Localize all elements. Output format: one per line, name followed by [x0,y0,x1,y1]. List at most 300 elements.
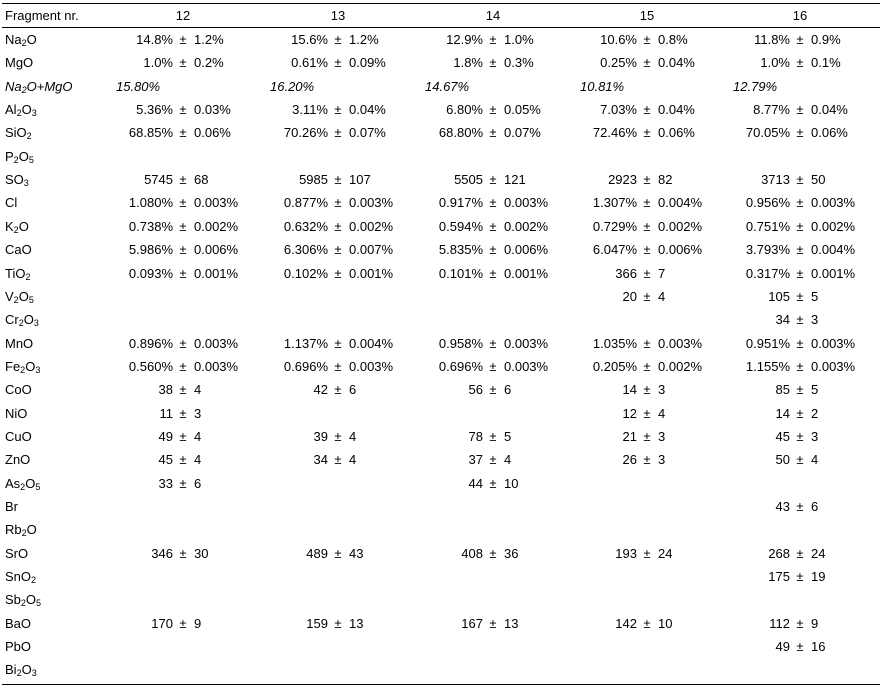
uncertainty: 0.002% [504,218,549,234]
table-row [0,75,883,98]
uncertainty: 5 [811,288,819,304]
plus-minus: ± [796,218,804,234]
plus-minus: ± [334,195,342,211]
plus-minus: ± [643,288,651,304]
table-row [0,355,883,378]
value: 42 [313,382,328,398]
plus-minus: ± [179,615,187,631]
value: 50 [775,452,790,468]
plus-minus: ± [179,195,187,211]
row-label: CaO [5,242,32,258]
plus-minus: ± [179,55,187,71]
value: 0.956% [745,195,790,211]
row-label: $SO_3$ [5,172,29,189]
value: 175 [768,569,790,585]
uncertainty: 0.1% [811,55,841,71]
value: 38 [158,382,173,398]
uncertainty: 7 [658,265,666,281]
value: 6.306% [283,242,328,258]
uncertainty: 13 [349,615,364,631]
value: 3.793% [745,242,790,258]
row-label: TiO$_2$ [5,265,31,282]
value: 1.080% [128,195,173,211]
value: 56 [468,382,483,398]
table-row [0,402,883,425]
plus-minus: ± [334,172,342,188]
value: 34 [775,312,790,328]
plus-minus: ± [796,172,804,188]
plus-minus: ± [489,172,497,188]
plus-minus: ± [796,615,804,631]
uncertainty: 0.07% [504,125,541,141]
uncertainty: 0.001% [349,265,394,281]
uncertainty: 0.004% [811,242,856,258]
plus-minus: ± [179,218,187,234]
plus-minus: ± [643,125,651,141]
uncertainty: 0.003% [194,335,239,351]
value: 0.738% [128,218,173,234]
plus-minus: ± [334,382,342,398]
value: 1.8% [453,55,483,71]
bottom-rule [2,684,880,685]
uncertainty: 0.006% [658,242,703,258]
plus-minus: ± [796,639,804,655]
value: 3713 [761,172,790,188]
plus-minus: ± [796,545,804,561]
value: 39 [313,428,328,444]
uncertainty: 6 [194,475,202,491]
uncertainty: 0.003% [349,195,394,211]
value: 1.0% [760,55,790,71]
uncertainty: 5 [504,428,512,444]
value: 43 [775,499,790,514]
sum-value: 14.67% [425,78,470,94]
uncertainty: 0.05% [504,102,541,118]
value: 6.80% [446,102,483,118]
plus-minus: ± [179,125,187,141]
value: 0.560% [128,358,173,374]
value: 167 [461,615,483,631]
uncertainty: 0.001% [194,265,239,281]
row-label: NiO [5,405,28,421]
value: 12.9% [446,32,483,47]
plus-minus: ± [489,55,497,71]
value: 0.317% [745,265,790,281]
value: 7.03% [600,102,637,118]
plus-minus: ± [179,545,187,561]
table-row [0,472,883,495]
uncertainty: 0.06% [658,125,695,141]
uncertainty: 0.003% [194,195,239,211]
value: 10.6% [600,32,637,47]
plus-minus: ± [489,32,497,47]
value: 72.46% [592,125,637,141]
value: 12 [622,405,637,421]
uncertainty: 4 [811,452,819,468]
uncertainty: 0.004% [658,195,703,211]
uncertainty: 9 [811,615,819,631]
table-row [0,145,883,168]
uncertainty: 5 [811,382,819,398]
uncertainty: 0.06% [194,125,231,141]
table-row [0,168,883,191]
table-row [0,635,883,658]
plus-minus: ± [489,102,497,118]
uncertainty: 0.9% [811,32,841,47]
uncertainty: 1.2% [349,32,379,47]
table-row [0,378,883,401]
row-label: $K_2O$ [5,218,29,235]
uncertainty: 1.0% [504,32,534,47]
uncertainty: 1.2% [194,32,224,47]
plus-minus: ± [489,615,497,631]
plus-minus: ± [643,382,651,398]
value: 0.751% [745,218,790,234]
value: 70.26% [283,125,328,141]
value: 268 [768,545,790,561]
uncertainty: 0.002% [658,358,703,374]
uncertainty: 4 [194,452,202,468]
sum-value: 10.81% [580,78,625,94]
uncertainty: 0.002% [349,218,394,234]
value: 170 [151,615,173,631]
uncertainty: 0.006% [504,242,549,258]
plus-minus: ± [643,405,651,421]
plus-minus: ± [796,312,804,328]
value: 3.11% [292,102,328,118]
plus-minus: ± [643,428,651,444]
value: 11 [159,405,173,421]
value: 0.25% [600,55,637,71]
plus-minus: ± [643,172,651,188]
uncertainty: 0.002% [811,218,856,234]
value: 5985 [299,172,328,188]
value: 0.729% [592,218,637,234]
value: 45 [775,428,790,444]
row-label: $Al_2O_3$ [5,102,37,119]
header-row [0,4,883,27]
uncertainty: 0.003% [504,358,549,374]
plus-minus: ± [334,358,342,374]
row-label: SnO$_2$ [5,569,37,586]
uncertainty: 3 [194,405,202,421]
row-label: $P_2O_5$ [5,148,34,165]
value: 5.986% [128,242,173,258]
value: 0.696% [438,358,483,374]
plus-minus: ± [179,475,187,491]
value: 14.8% [136,32,173,47]
value: 1.035% [592,335,637,351]
uncertainty: 13 [504,615,519,631]
uncertainty: 0.003% [811,358,856,374]
row-label: $Na_2O+MgO$ [5,78,73,95]
fragment-header: 13 [330,8,346,23]
value: 1.0% [143,55,173,71]
value: 14 [622,382,637,398]
sum-value: 12.79% [733,78,778,94]
uncertainty: 6 [504,382,512,398]
table-row [0,121,883,144]
fragment-header: 16 [792,8,808,23]
value: 0.61% [291,55,328,71]
row-label: $Fe_2O_3$ [5,358,41,375]
uncertainty: 43 [349,545,364,561]
plus-minus: ± [334,32,342,47]
row-label: PbO [5,639,32,655]
uncertainty: 82 [658,172,673,188]
uncertainty: 0.003% [658,335,703,351]
value: 8.77% [753,102,790,118]
value: 15.6% [291,32,328,47]
plus-minus: ± [796,452,804,468]
plus-minus: ± [334,125,342,141]
row-label: Br [5,499,18,514]
uncertainty: 19 [811,569,826,585]
table-row [0,658,883,681]
value: 34 [313,452,328,468]
uncertainty: 0.09% [349,55,386,71]
fragment-header: 12 [175,8,191,23]
row-label: MgO [5,55,34,71]
uncertainty: 3 [658,428,666,444]
plus-minus: ± [796,358,804,374]
value: 2923 [608,172,637,188]
plus-minus: ± [179,102,187,118]
table-row [0,191,883,214]
plus-minus: ± [489,475,497,491]
value: 0.102% [283,265,328,281]
uncertainty: 24 [658,545,673,561]
value: 0.594% [438,218,483,234]
plus-minus: ± [489,242,497,258]
table-row [0,612,883,635]
value: 1.137% [283,335,328,351]
uncertainty: 3 [658,382,666,398]
uncertainty: 36 [504,545,519,561]
value: 1.307% [592,195,637,211]
value: 5.835% [438,242,483,258]
plus-minus: ± [796,335,804,351]
value: 21 [622,428,637,444]
plus-minus: ± [796,428,804,444]
uncertainty: 0.04% [658,55,695,71]
table-row [0,518,883,541]
uncertainty: 0.003% [811,335,856,351]
table-row [0,542,883,565]
uncertainty: 0.03% [194,102,231,118]
uncertainty: 68 [194,172,209,188]
plus-minus: ± [334,265,342,281]
uncertainty: 4 [658,288,666,304]
plus-minus: ± [643,102,651,118]
plus-minus: ± [643,218,651,234]
plus-minus: ± [334,428,342,444]
uncertainty: 0.003% [504,335,549,351]
uncertainty: 6 [349,382,357,398]
plus-minus: ± [796,569,804,585]
value: 11.8% [754,32,790,47]
uncertainty: 121 [504,172,526,188]
table-row [0,215,883,238]
plus-minus: ± [489,335,497,351]
plus-minus: ± [179,405,187,421]
value: 0.896% [128,335,173,351]
uncertainty: 6 [811,499,819,514]
value: 37 [468,452,483,468]
uncertainty: 4 [194,428,202,444]
table-row [0,565,883,588]
table-row [0,28,883,51]
uncertainty: 4 [349,452,357,468]
value: 346 [151,545,173,561]
value: 1.155% [745,358,790,374]
row-label: MnO [5,335,34,351]
value: 68.85% [128,125,173,141]
table-row [0,425,883,448]
row-label: $V_2O_5$ [5,288,34,305]
uncertainty: 0.001% [811,265,856,281]
header-label: Fragment nr. [5,8,79,23]
plus-minus: ± [334,452,342,468]
plus-minus: ± [643,195,651,211]
uncertainty: 4 [194,382,202,398]
value: 112 [769,615,790,631]
uncertainty: 0.001% [504,265,549,281]
value: 44 [468,475,483,491]
table-row [0,332,883,355]
sum-value: 16.20% [270,78,315,94]
uncertainty: 0.8% [658,32,688,47]
table-row [0,262,883,285]
plus-minus: ± [643,335,651,351]
row-label: CuO [5,428,32,444]
plus-minus: ± [796,242,804,258]
table-row [0,495,883,518]
uncertainty: 0.2% [194,55,224,71]
plus-minus: ± [179,382,187,398]
value: 5745 [144,172,173,188]
uncertainty: 107 [349,172,371,188]
plus-minus: ± [489,382,497,398]
plus-minus: ± [334,242,342,258]
value: 105 [768,288,790,304]
value: 68.80% [438,125,483,141]
plus-minus: ± [796,195,804,211]
plus-minus: ± [179,172,187,188]
value: 0.951% [745,335,790,351]
row-label: SiO$_2$ [5,125,32,142]
plus-minus: ± [796,265,804,281]
table-row [0,588,883,611]
plus-minus: ± [796,288,804,304]
plus-minus: ± [643,55,651,71]
plus-minus: ± [643,615,651,631]
plus-minus: ± [643,452,651,468]
plus-minus: ± [179,428,187,444]
plus-minus: ± [334,335,342,351]
value: 5505 [454,172,483,188]
uncertainty: 0.04% [658,102,695,118]
plus-minus: ± [489,452,497,468]
plus-minus: ± [179,335,187,351]
uncertainty: 9 [194,615,202,631]
value: 14 [775,405,790,421]
table-row [0,308,883,331]
plus-minus: ± [334,615,342,631]
fragment-header: 14 [485,8,501,23]
plus-minus: ± [179,452,187,468]
uncertainty: 50 [811,172,826,188]
value: 20 [622,288,637,304]
row-label: $Bi_2O_3$ [5,662,37,679]
uncertainty: 16 [811,639,826,655]
uncertainty: 4 [349,428,357,444]
value: 0.632% [283,218,328,234]
plus-minus: ± [796,32,804,47]
uncertainty: 3 [811,428,819,444]
row-label: $Sb_2O_5$ [5,592,42,609]
uncertainty: 4 [504,452,512,468]
plus-minus: ± [643,242,651,258]
value: 193 [615,545,637,561]
plus-minus: ± [489,545,497,561]
uncertainty: 0.07% [349,125,386,141]
plus-minus: ± [179,358,187,374]
plus-minus: ± [489,195,497,211]
plus-minus: ± [489,218,497,234]
plus-minus: ± [334,55,342,71]
plus-minus: ± [796,499,804,514]
value: 408 [461,545,483,561]
table-row [0,238,883,261]
uncertainty: 2 [811,405,819,421]
row-label: $As_2O_5$ [5,475,41,492]
table-row [0,448,883,471]
uncertainty: 0.06% [811,125,848,141]
value: 78 [468,428,483,444]
uncertainty: 0.04% [811,102,848,118]
uncertainty: 0.3% [504,55,534,71]
plus-minus: ± [489,358,497,374]
plus-minus: ± [489,428,497,444]
value: 26 [622,452,637,468]
uncertainty: 30 [194,545,209,561]
uncertainty: 0.003% [504,195,549,211]
uncertainty: 0.004% [349,335,394,351]
row-label: SrO [5,545,29,561]
uncertainty: 10 [504,475,519,491]
value: 49 [775,639,790,655]
plus-minus: ± [334,545,342,561]
plus-minus: ± [796,125,804,141]
plus-minus: ± [643,265,651,281]
value: 0.696% [283,358,328,374]
uncertainty: 3 [658,452,666,468]
plus-minus: ± [489,125,497,141]
row-label: $Cr_2O_3$ [5,312,39,329]
value: 489 [306,545,328,561]
value: 142 [615,615,637,631]
value: 45 [158,452,173,468]
uncertainty: 0.002% [658,218,703,234]
value: 366 [615,265,637,281]
row-label: $Na_2O$ [5,32,37,48]
plus-minus: ± [489,265,497,281]
value: 0.093% [128,265,173,281]
fragment-header: 15 [639,8,655,23]
sum-value: 15.80% [116,78,161,94]
value: 0.958% [438,335,483,351]
